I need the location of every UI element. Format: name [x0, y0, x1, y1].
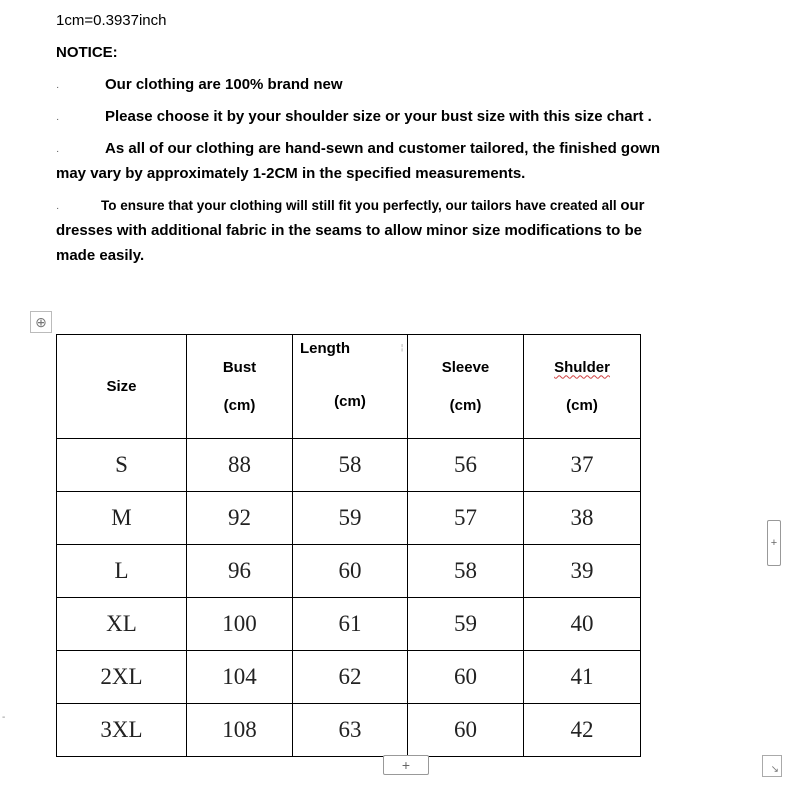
bullet-item [56, 136, 746, 186]
table-row [57, 651, 641, 704]
table-cell[interactable]: 96 [187, 545, 293, 598]
bullet-text-line: To ensure that your clothing will still fit you perfectly, our tailors have created all [101, 198, 621, 213]
notice-heading: NOTICE: [56, 44, 118, 61]
table-cell[interactable]: 41 [524, 651, 641, 704]
header-sleeve[interactable] [408, 335, 524, 439]
table-cell[interactable]: 88 [187, 439, 293, 492]
table-row [57, 704, 641, 757]
bullet-text-line: As all of our clothing are hand-sewn and customer tailored, the finished gown [105, 140, 661, 157]
table-cell[interactable]: 60 [408, 704, 524, 757]
table-cell[interactable]: 37 [524, 439, 641, 492]
header-label: Length [300, 340, 350, 357]
table-resize-icon[interactable]: ↘ [762, 755, 782, 777]
table-row [57, 492, 641, 545]
header-size[interactable] [57, 335, 187, 439]
table-cell[interactable]: 100 [187, 598, 293, 651]
bullet-mark: · [56, 82, 60, 93]
bullet-item [56, 72, 746, 97]
table-row [57, 598, 641, 651]
bullet-text: Our clothing are 100% brand new [105, 76, 343, 93]
table-cell[interactable]: M [57, 492, 187, 545]
bullet-mark: · [56, 146, 60, 157]
table-cell[interactable]: XL [57, 598, 187, 651]
add-column-button[interactable]: + [767, 520, 781, 566]
table-cell[interactable]: 104 [187, 651, 293, 704]
header-label: Sleeve [441, 358, 490, 376]
bullet-text-line: may vary by approximately 1-2CM in the specified measurements. [56, 165, 526, 182]
table-cell[interactable]: 61 [293, 598, 408, 651]
table-cell[interactable]: 108 [187, 704, 293, 757]
table-cell[interactable]: 58 [293, 439, 408, 492]
table-cell[interactable]: 92 [187, 492, 293, 545]
table-cell[interactable]: 57 [408, 492, 524, 545]
header-bust[interactable] [187, 335, 293, 439]
table-cell[interactable]: 3XL [57, 704, 187, 757]
bullet-text: Please choose it by your shoulder size or your bust size with this size chart . [105, 108, 652, 125]
table-cell[interactable]: 56 [408, 439, 524, 492]
bullet-mark: · [56, 114, 60, 125]
header-unit: (cm) [566, 396, 598, 414]
table-cell[interactable]: 38 [524, 492, 641, 545]
table-row [57, 545, 641, 598]
table-row [57, 439, 641, 492]
table-cell[interactable]: 39 [524, 545, 641, 598]
table-cell[interactable]: 60 [408, 651, 524, 704]
header-label: Shulder [554, 358, 610, 376]
header-label: Size [106, 378, 137, 395]
header-unit: (cm) [449, 396, 482, 414]
bullet-item [56, 193, 746, 268]
table-cell[interactable]: 60 [293, 545, 408, 598]
bullet-text-line: made easily. [56, 247, 145, 264]
bullet-mark: · [56, 203, 60, 214]
header-shoulder[interactable] [524, 335, 641, 439]
table-cell[interactable]: 42 [524, 704, 641, 757]
table-cell[interactable]: 40 [524, 598, 641, 651]
bullet-text-line: dresses with additional fabric in the seams to allow minor size modifications to be [56, 222, 642, 239]
table-cell[interactable]: 62 [293, 651, 408, 704]
table-cell[interactable]: 58 [408, 545, 524, 598]
table-cell[interactable]: S [57, 439, 187, 492]
table-cell[interactable]: L [57, 545, 187, 598]
add-row-button[interactable]: + [383, 755, 429, 775]
table-cell[interactable]: 2XL [57, 651, 187, 704]
table-cell[interactable]: 63 [293, 704, 408, 757]
header-label: Bust [222, 358, 257, 376]
header-unit: (cm) [334, 393, 366, 410]
bullet-item [56, 104, 746, 129]
table-cell[interactable]: 59 [293, 492, 408, 545]
bullet-text-bold: our [620, 197, 645, 214]
header-length[interactable] [293, 335, 408, 439]
margin-marker-icon: - [2, 712, 6, 723]
size-chart-table [56, 334, 641, 757]
column-marker-icon: ¦ [401, 343, 404, 352]
table-move-icon[interactable]: ⊕ [30, 311, 52, 333]
table-header-row [57, 335, 641, 439]
conversion-note: 1cm=0.3937inch [56, 12, 167, 29]
header-unit: (cm) [223, 396, 256, 414]
table-cell[interactable]: 59 [408, 598, 524, 651]
